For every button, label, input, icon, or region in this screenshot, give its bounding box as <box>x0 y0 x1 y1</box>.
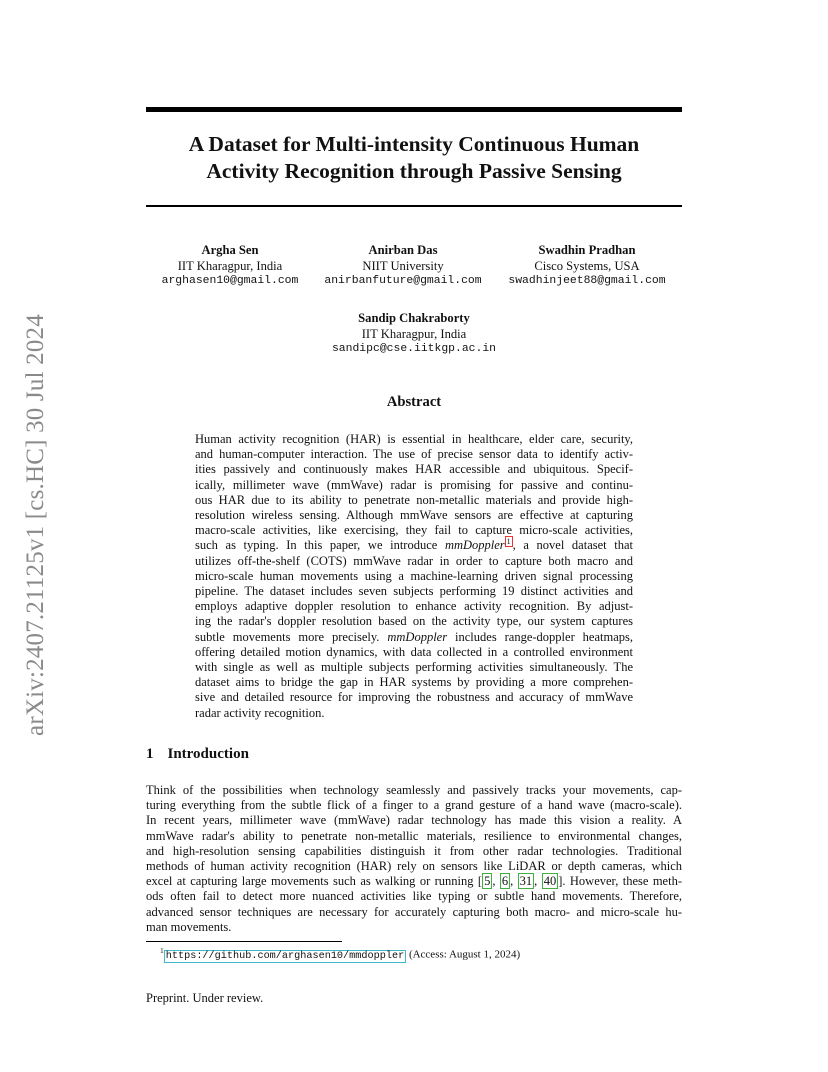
paper-title <box>146 131 682 185</box>
footnote-url-link[interactable]: https://github.com/arghasen10/mmdoppler <box>165 950 405 962</box>
intro-line-text: excel at capturing large movements such as walking or running [ <box>146 874 483 889</box>
footnote-rule <box>146 941 342 942</box>
dataset-name: mmDoppler <box>444 538 505 553</box>
footnote-link[interactable]: 1 <box>506 537 511 547</box>
title-bottom-rule <box>146 205 682 207</box>
author-block-2 <box>318 243 488 290</box>
abstract-line: macro-scale activities, like exercising, they fail to capture micro-scale activities, <box>195 523 633 538</box>
abstract-line: resolution wireless sensing. Although mmWave sensors are effective at capturing <box>195 508 633 523</box>
abstract-line-text: includes range-doppler heatmaps, <box>447 629 634 644</box>
abstract-line-text: subtle movements more precisely. <box>195 629 380 644</box>
abstract-line: ically, millimeter wave (mmWave) radar is promising for passive and continu- <box>195 477 633 492</box>
intro-line: advanced sensor techniques are necessary for accurately capturing both macro- and micro-scale hu- <box>146 904 682 919</box>
author-email[interactable]: swadhinjeet88@gmail.com <box>508 275 666 287</box>
footnote <box>160 946 520 962</box>
author-block-4 <box>314 311 514 358</box>
abstract-line: ities passively and continuously makes HAR accessible and ubiquitous. Specif- <box>195 462 633 477</box>
author-affiliation: NIIT University <box>362 258 444 273</box>
author-name: Anirban Das <box>368 243 438 257</box>
intro-line: and high-resolution sensing capabilities distinguish it from other radar technologies. Traditional <box>146 843 682 858</box>
dataset-name: mmDoppler <box>387 629 448 644</box>
introduction-body <box>146 783 682 935</box>
citation-link[interactable]: 40 <box>543 874 557 889</box>
section-heading <box>146 746 249 763</box>
intro-line: In recent years, millimeter wave (mmWave) radar technology has made this vision a reality. A <box>146 813 682 828</box>
preprint-note: Preprint. Under review. <box>146 991 264 1005</box>
intro-line: turing everything from the subtle flick of a finger to a grand gesture of a hand wave (macro-scale). <box>146 798 682 813</box>
title-line-1: A Dataset for Multi-intensity Continuous Human <box>188 132 640 156</box>
author-block-3 <box>497 243 677 290</box>
abstract-line: utilizes off-the-shelf (COTS) mmWave radar in order to capture both macro and <box>195 553 633 568</box>
author-affiliation: IIT Kharagpur, India <box>361 326 467 341</box>
footnote-note: (Access: August 1, 2024) <box>406 948 521 961</box>
abstract-line: and human-computer interaction. The use of precise sensor data to identify activ- <box>195 447 633 462</box>
arxiv-identifier-stamp: arXiv:2407.21125v1 [cs.HC] 30 Jul 2024 <box>22 314 49 736</box>
citation-link[interactable]: 6 <box>501 874 509 889</box>
citation-link[interactable]: 5 <box>484 874 491 889</box>
author-affiliation: IIT Kharagpur, India <box>177 258 283 273</box>
author-email[interactable]: sandipc@cse.iitkgp.ac.in <box>331 343 497 355</box>
abstract-line: radar activity recognition. <box>195 705 325 720</box>
author-name: Sandip Chakraborty <box>358 311 470 325</box>
author-affiliation: Cisco Systems, USA <box>534 258 640 273</box>
title-line-2: Activity Recognition through Passive Sensing <box>206 159 622 183</box>
abstract-line: offering detailed motion dynamics, with data collected in a controlled environment <box>195 644 633 659</box>
abstract-body <box>195 432 633 721</box>
intro-line: methods of human activity recognition (HAR) rely on sensors like LiDAR or depth cameras, which <box>146 859 682 874</box>
citation-link[interactable]: 31 <box>519 874 533 889</box>
abstract-line: with single as well as multiple subjects performing activities simultaneously. The <box>195 660 633 675</box>
abstract-line <box>195 630 633 645</box>
abstract-line: dataset aims to bridge the gap in HAR systems by providing a more comprehen- <box>195 675 633 690</box>
intro-line: Think of the possibilities when technology seamlessly and passively tracks your movements, cap- <box>146 783 682 797</box>
intro-line: excel at capturing large movements such as walking or running [ 5 , 6 , 31 , 40 ]. However, these meth- <box>146 874 682 889</box>
intro-line: man movements. <box>146 919 232 934</box>
abstract-line: Human activity recognition (HAR) is essential in healthcare, elder care, security, <box>195 432 633 446</box>
abstract-line: ing the radar's doppler resolution based on the activity type, our system captures <box>195 614 633 629</box>
abstract-line: pipeline. The dataset includes seven subjects performing 19 distinct activities and <box>195 584 633 599</box>
abstract-line: ous HAR due to its ability to penetrate non-metallic materials and provide high- <box>195 492 633 507</box>
abstract-line: sive and detailed resource for improving the robustness and accuracy of mmWave <box>195 690 633 705</box>
author-name: Argha Sen <box>201 243 259 257</box>
author-name: Swadhin Pradhan <box>538 243 636 257</box>
section-number: 1 <box>146 746 154 762</box>
intro-line-text: ]. However, these meth- <box>558 874 682 889</box>
footnote-mark: 1 <box>160 946 164 955</box>
abstract-heading: Abstract <box>386 394 442 410</box>
section-title: Introduction <box>167 746 249 762</box>
intro-line: mmWave radar's ability to penetrate non-metallic materials, resilience to environmental changes, <box>146 828 682 843</box>
abstract-line: employs adaptive doppler resolution to enhance activity recognition. By adjust- <box>195 599 633 614</box>
author-email[interactable]: arghasen10@gmail.com <box>161 275 299 287</box>
abstract-line: micro-scale human movements using a machine-learning driven signal processing <box>195 568 633 583</box>
title-top-rule <box>146 107 682 112</box>
author-email[interactable]: anirbanfuture@gmail.com <box>324 275 482 287</box>
abstract-line <box>195 538 633 553</box>
author-block-1 <box>150 243 310 290</box>
intro-line: ods often fail to detect more nuanced activities like typing or subtle hand movements. Therefore, <box>146 889 682 904</box>
abstract-line-text: , a novel dataset that <box>512 538 633 553</box>
abstract-line-text: such as typing. In this paper, we introduce <box>195 538 438 553</box>
